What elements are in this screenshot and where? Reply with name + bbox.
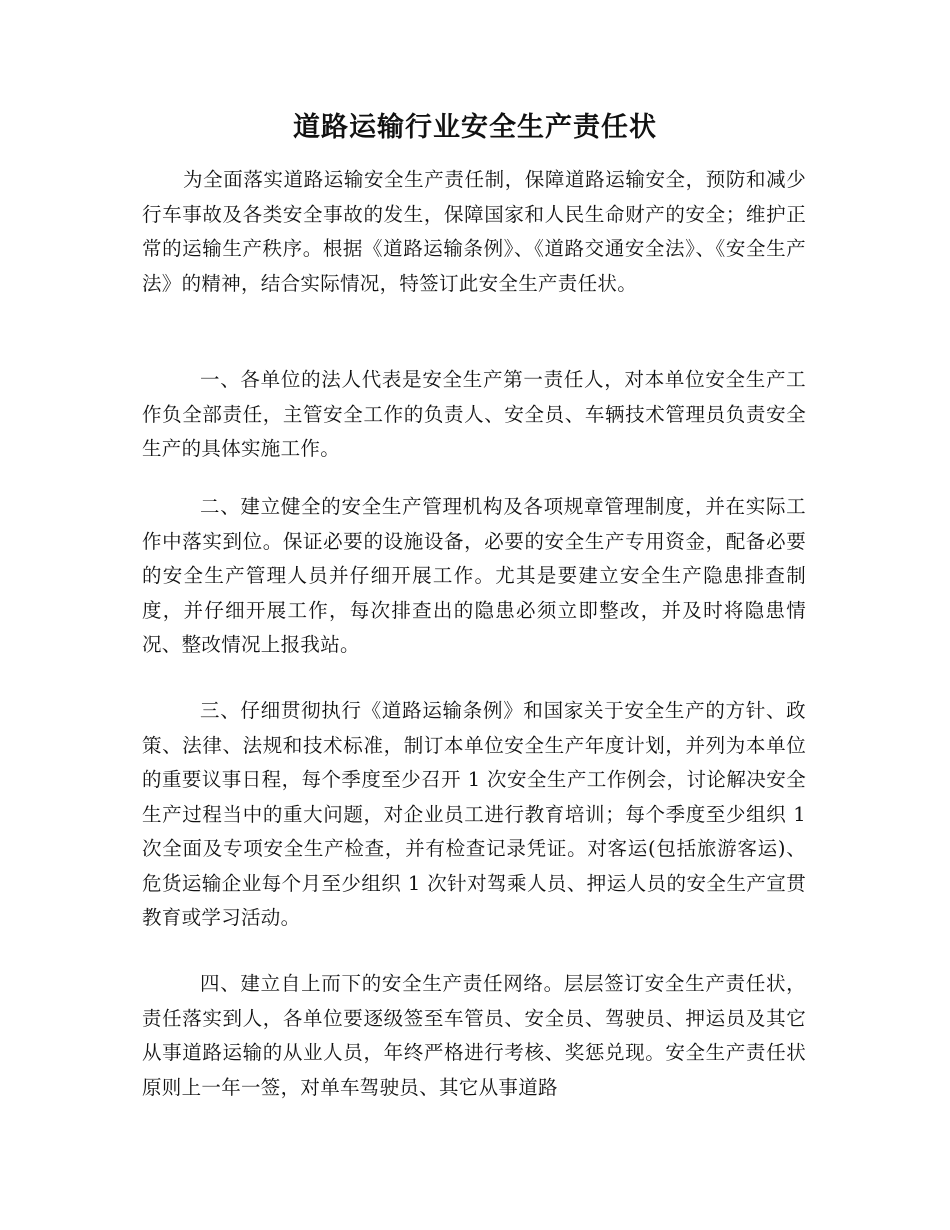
clause-4-paragraph: 四、建立自上而下的安全生产责任网络。层层签订安全生产责任状，责任落实到人，各单位要逐级签至车管员、安全员、驾驶员、押运员及其它从事道路运输的从业人员，年终严格进行考核、奖惩兑现。安全生产责任状原则上一年一签，对单车驾驶员、其它从事道路 [142,972,806,1099]
clause-1-paragraph: 一、各单位的法人代表是安全生产第一责任人，对本单位安全生产工作负全部责任，主管安全工作的负责人、安全员、车辆技术管理员负责安全生产的具体实施工作。 [142,368,806,460]
document-title: 道路运输行业安全生产责任状 [293,112,657,143]
clause-3-paragraph: 三、仔细贯彻执行《道路运输条例》和国家关于安全生产的方针、政策、法律、法规和技术标准，制订本单位安全生产年度计划，并列为本单位的重要议事日程，每个季度至少召开 1 次安全生产工作例会，讨论解决安全生产过程当中的重大问题，对企业员工进行教育培训；每个季度至少组织 1 次全面及专项安全生产检查，并有检查记录凭证。对客运(包括旅游客运)、危货运输企业每个月至少组织 1 次针对驾乘人员、押运人员的安全生产宣贯教育或学习活动。 [142,699,806,929]
intro-paragraph: 为全面落实道路运输安全生产责任制，保障道路运输安全，预防和减少行车事故及各类安全事故的发生，保障国家和人民生命财产的安全；维护正常的运输生产秩序。根据《道路运输条例》、《道路交通安全法》、《安全生产法》的精神，结合实际情况，特签订此安全生产责任状。 [142,168,806,295]
clause-2-paragraph: 二、建立健全的安全生产管理机构及各项规章管理制度，并在实际工作中落实到位。保证必要的设施设备，必要的安全生产专用资金，配备必要的安全生产管理人员并仔细开展工作。尤其是要建立安全生产隐患排查制度，并仔细开展工作，每次排查出的隐患必须立即整改，并及时将隐患情况、整改情况上报我站。 [142,495,806,656]
